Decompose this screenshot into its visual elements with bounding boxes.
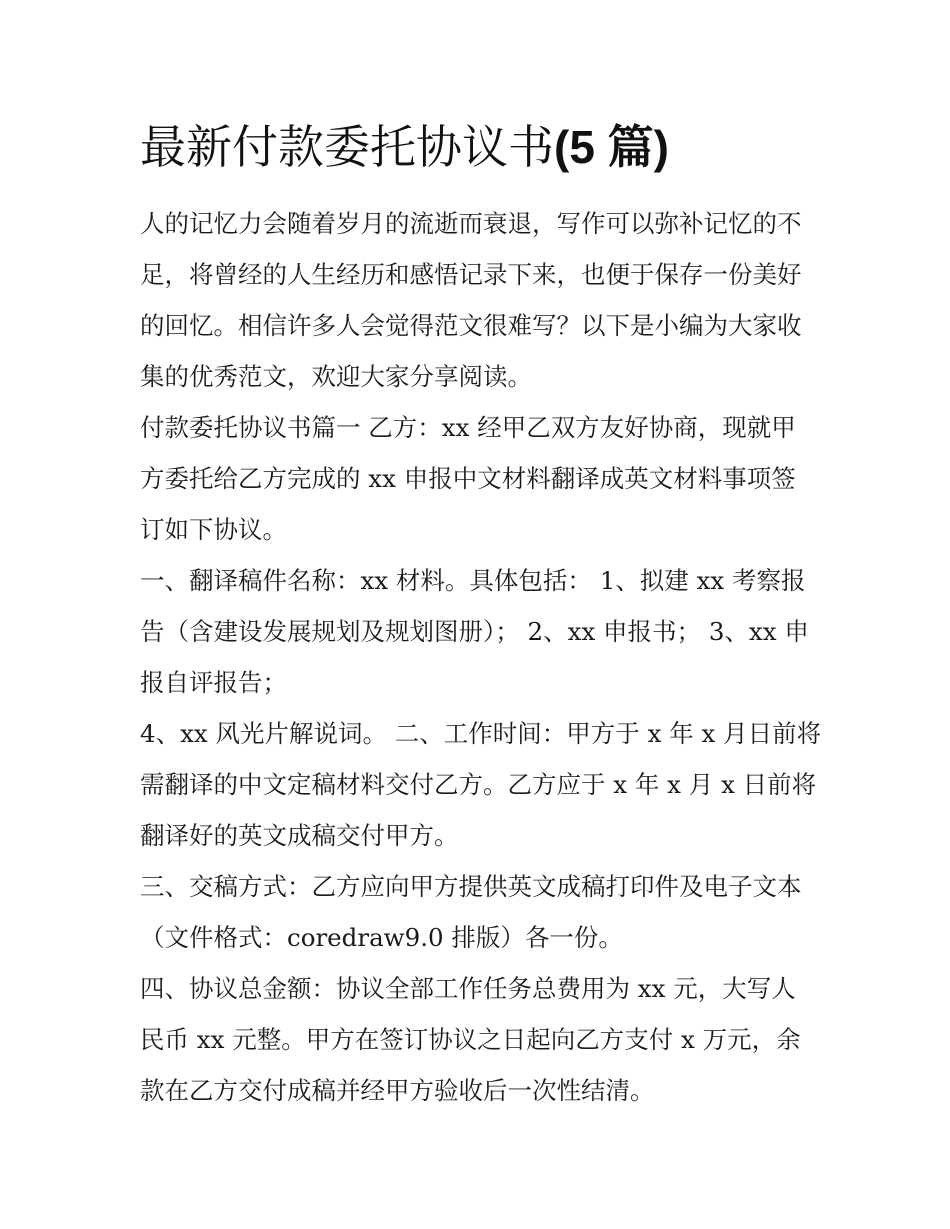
paragraph-line: 需翻译的中文定稿材料交付乙方。乙方应于 x 年 x 月 x 日前将 [140,770,817,799]
paragraph-line: 方委托给乙方完成的 xx 申报中文材料翻译成英文材料事项签 [140,464,796,493]
paragraph-line: 告（含建设发展规划及规划图册）； 2、xx 申报书； 3、xx 申 [140,617,809,646]
paragraph-line: 足，将曾经的人生经历和感悟记录下来，也便于保存一份美好 [140,260,802,289]
paragraph-line: 民币 xx 元整。甲方在签订协议之日起向乙方支付 x 万元，余 [140,1025,801,1054]
paragraph-section-four [140,963,816,1116]
paragraph-line: 订如下协议。 [140,515,287,544]
paragraph-line: 三、交稿方式：乙方应向甲方提供英文成稿打印件及电子文本 [140,872,802,901]
paragraph-line: 4、xx 风光片解说词。 二、工作时间：甲方于 x 年 x 月日前将 [140,719,822,748]
paragraph-line: 集的优秀范文，欢迎大家分享阅读。 [140,362,532,391]
document-title-suffix: (5 篇) [554,121,669,173]
paragraph-line: 人的记忆力会随着岁月的流逝而衰退，写作可以弥补记忆的不 [140,209,802,238]
paragraph-article-one [140,402,816,555]
paragraph-line: 四、协议总金额：协议全部工作任务总费用为 xx 元，大写人 [140,974,796,1003]
paragraph-section-two [140,708,822,861]
paragraph-section-one [140,555,816,708]
paragraph-line: 的回忆。相信许多人会觉得范文很难写？以下是小编为大家收 [140,311,802,340]
paragraph-line: 款在乙方交付成稿并经甲方验收后一次性结清。 [140,1076,655,1105]
paragraph-section-three [140,861,816,963]
paragraph-line: 报自评报告； [140,668,287,697]
paragraph-intro [140,198,816,402]
document-title [140,116,669,178]
paragraph-line: （文件格式：coredraw9.0 排版）各一份。 [140,923,623,952]
paragraph-line: 一、翻译稿件名称：xx 材料。具体包括： 1、拟建 xx 考察报 [140,566,806,595]
document-title-main: 最新付款委托协议书 [140,120,554,174]
paragraph-line: 翻译好的英文成稿交付甲方。 [140,821,459,850]
paragraph-line: 付款委托协议书篇一 乙方：xx 经甲乙双方友好协商，现就甲 [140,413,796,442]
document-body [140,198,822,1116]
